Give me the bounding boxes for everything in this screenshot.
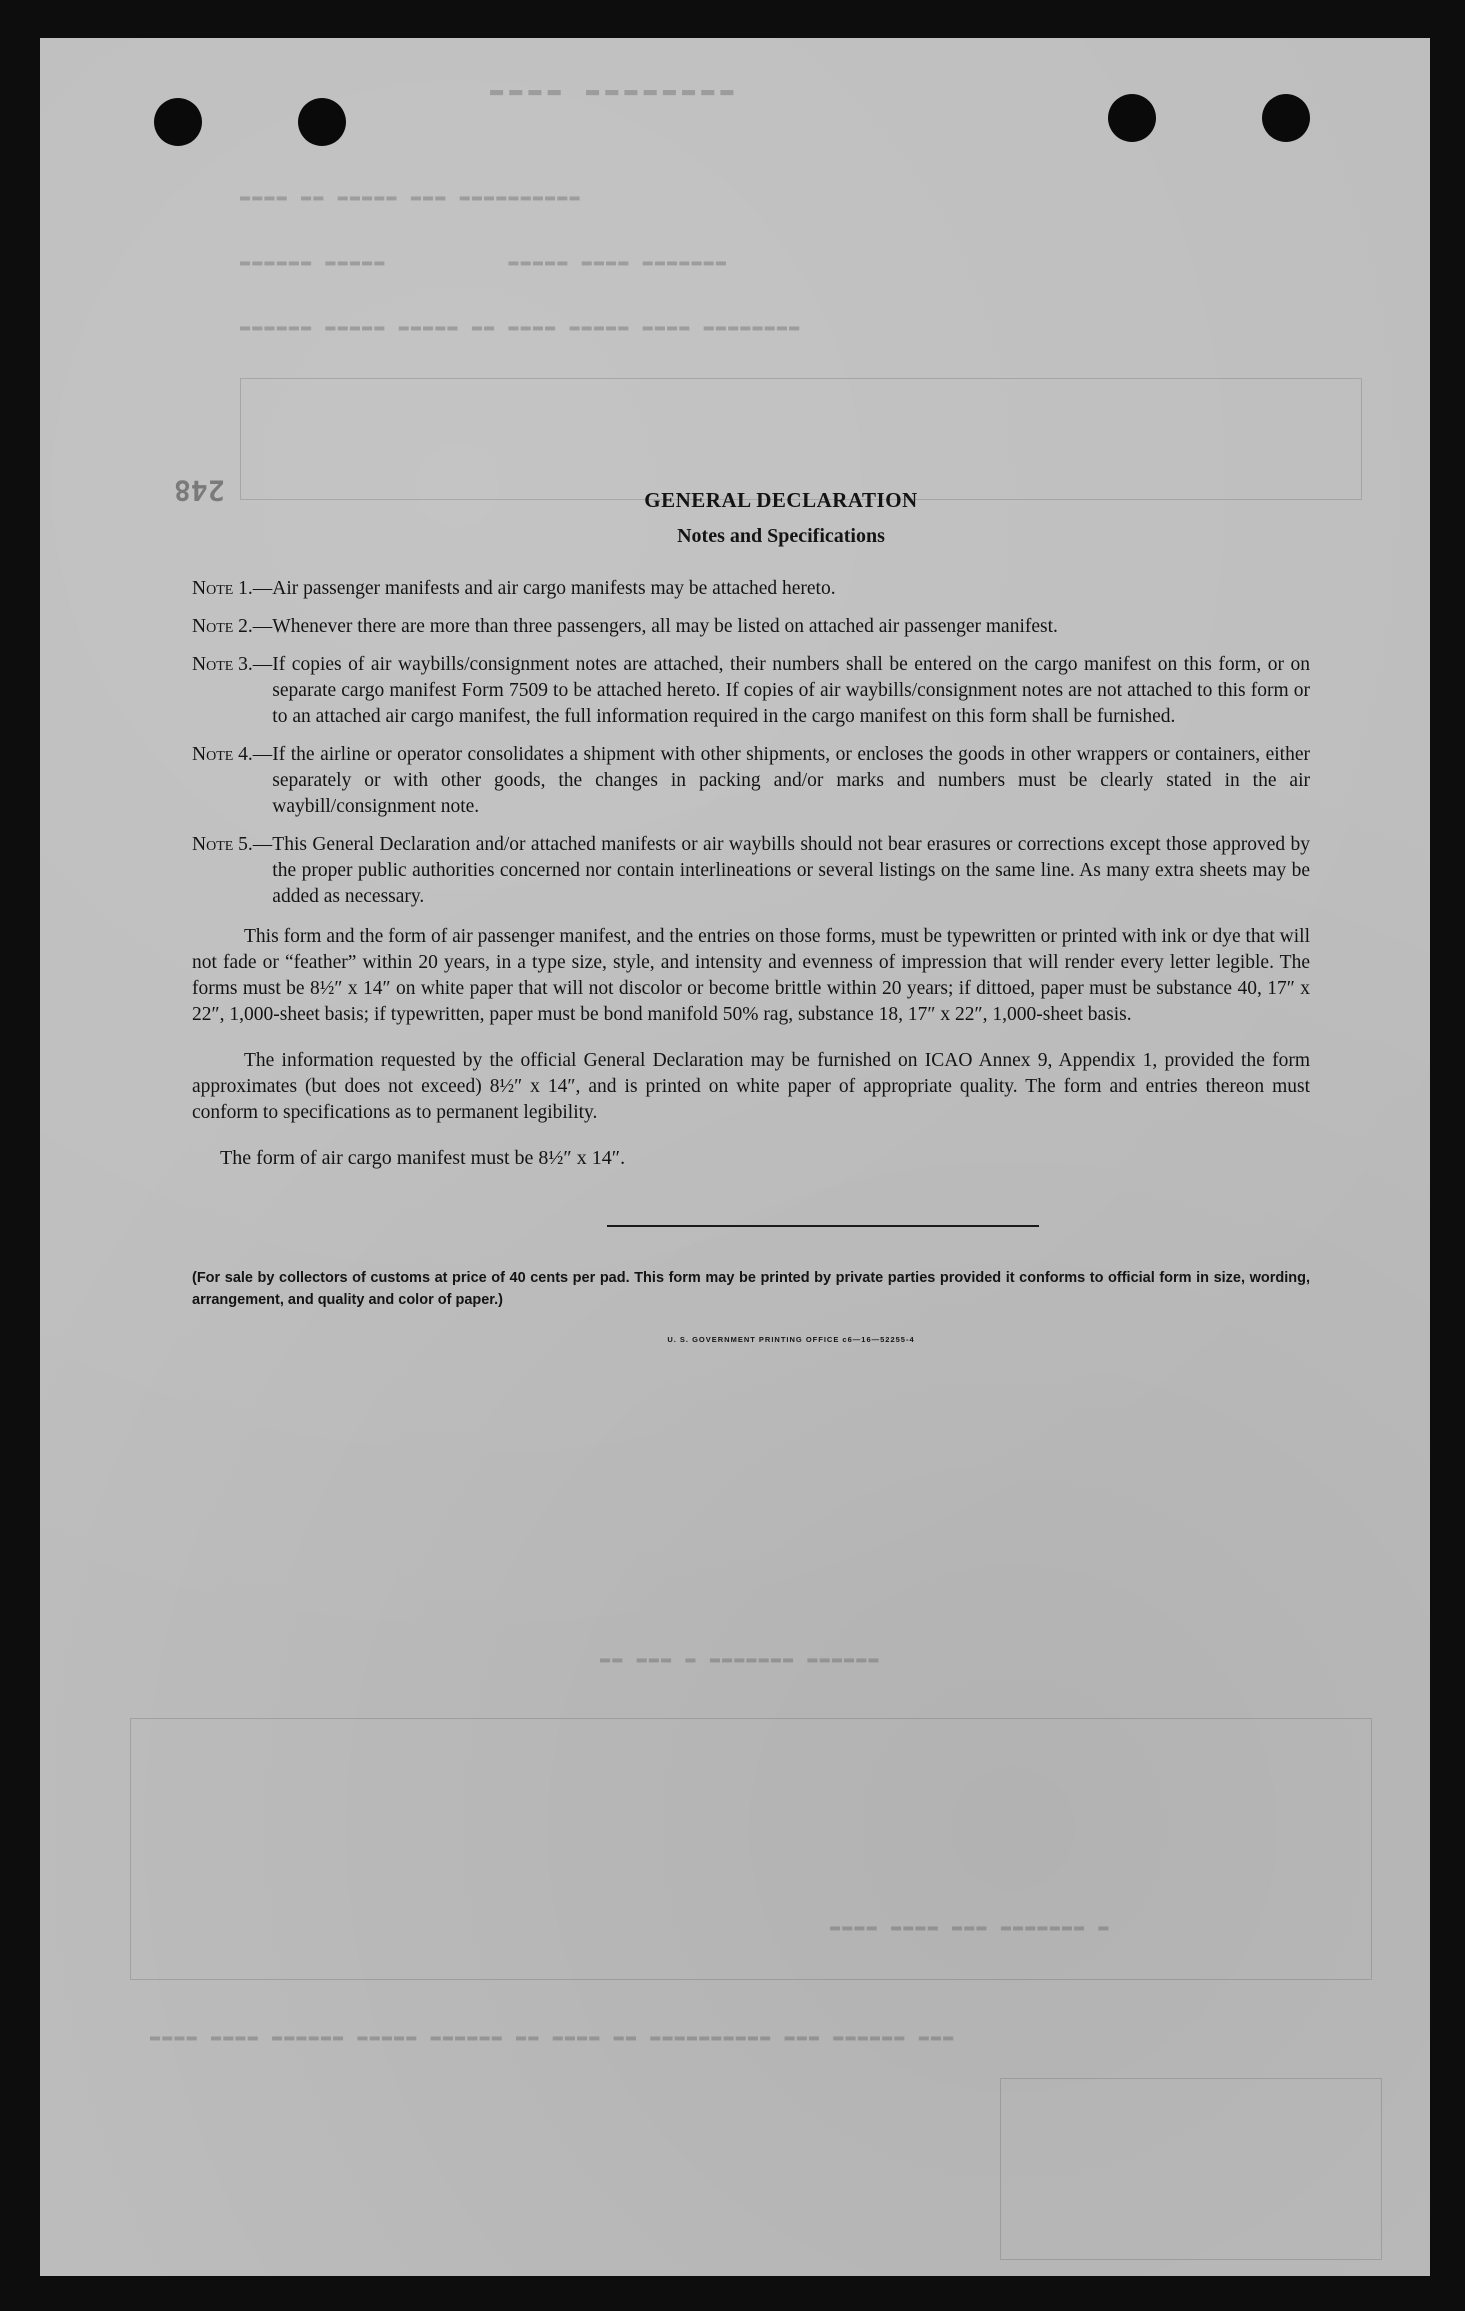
note-3 bbox=[192, 652, 1310, 730]
note-label: Note 2.— bbox=[192, 616, 273, 637]
bleed-through-table bbox=[1000, 2078, 1382, 2260]
bleed-through-table bbox=[130, 1718, 1372, 1980]
note-text: If the airline or operator consolidates a shipment with other shipments, or encloses the goods in other wrappers or containers, either separately or with other goods, the changes in packing and/or marks and numbers must be clearly stated in the air waybill/consignment note. bbox=[272, 744, 1310, 817]
note-text: If copies of air waybills/consignment notes are attached, their numbers shall be entered on the cargo manifest on this form, or on separate cargo manifest Form 7509 to be attached hereto. If copies of air waybills/consignment notes are not attached to this form or to an attached air cargo manifest, the full information required in the cargo manifest on this form shall be furnished. bbox=[272, 654, 1310, 727]
note-label: Note 1.— bbox=[192, 578, 273, 599]
punch-hole bbox=[1108, 94, 1156, 142]
note-1 bbox=[192, 576, 1310, 602]
bleed-through-text: ▬▬ ▬▬▬ ▬ ▬▬▬▬▬▬▬ ▬▬▬▬▬▬ bbox=[600, 1650, 881, 1669]
note-text: Whenever there are more than three passengers, all may be listed on attached air passenger manifest. bbox=[272, 616, 1058, 637]
document-body bbox=[192, 488, 1310, 1344]
printing-office-imprint: U. S. GOVERNMENT PRINTING OFFICE c6—16—52255-4 bbox=[667, 1335, 915, 1344]
note-2 bbox=[192, 614, 1310, 640]
note-text: This General Declaration and/or attached manifests or air waybills should not bear erasures or corrections except those approved by the proper public authorities concerned nor contain interlineations or several listings on the same line. As many extra sheets may be added as necessary. bbox=[272, 834, 1310, 907]
divider-rule bbox=[607, 1225, 1039, 1227]
bleed-through-text: ▬▬▬▬ ▬▬▬▬ ▬▬▬ ▬▬▬▬▬▬▬ ▬ bbox=[830, 1918, 1111, 1937]
paragraph-legibility: This form and the form of air passenger manifest, and the entries on those forms, must be typewritten or printed with ink or dye that will not fade or “feather” within 20 years, in a type size, style, and intensity and evenness of impression that will render every letter legible. The forms must be 8½″ x 14″ on white paper that will not discolor or become brittle within 20 years; if dittoed, paper must be substance 40, 17″ x 22″, 1,000-sheet basis; if typewritten, paper must be bond manifold 50% rag, substance 18, 17″ x 22″, 1,000-sheet basis. bbox=[192, 926, 1310, 1025]
page-title: GENERAL DECLARATION bbox=[644, 488, 918, 512]
bleed-through-text: ▬▬▬▬ ▬▬▬▬ ▬▬▬▬▬▬ ▬▬▬▬▬ ▬▬▬▬▬▬ ▬▬ ▬▬▬▬ ▬▬ ▬▬▬▬▬▬▬▬▬▬ ▬▬▬ ▬▬▬▬▬▬ ▬▬▬ bbox=[150, 2028, 956, 2047]
bleed-through-text: ▬▬▬▬▬▬ ▬▬▬▬▬ ▬▬▬▬▬ ▬▬ ▬▬▬▬ ▬▬▬▬▬ ▬▬▬▬ ▬▬▬▬▬▬▬▬ bbox=[240, 318, 802, 337]
paragraph-cargo-size: The form of air cargo manifest must be 8½″ x 14″. bbox=[220, 1147, 626, 1169]
punch-hole bbox=[298, 98, 346, 146]
bleed-through-text: ▬▬▬▬ ▬▬ ▬▬▬▬▬ ▬▬▬ ▬▬▬▬▬▬▬▬▬▬ bbox=[240, 188, 582, 207]
bleed-through-table bbox=[240, 378, 1362, 500]
note-label: Note 3.— bbox=[192, 654, 273, 675]
handwritten-number: 248 bbox=[174, 474, 225, 507]
page-subtitle: Notes and Specifications bbox=[677, 525, 885, 547]
bleed-through-text: ▬▬▬▬ ▬▬▬▬▬▬▬▬ bbox=[490, 78, 740, 103]
note-label: Note 5.— bbox=[192, 834, 273, 855]
note-5 bbox=[192, 832, 1310, 910]
sale-notice: (For sale by collectors of customs at price of 40 cents per pad. This form may be printed by private parties provided it conforms to official form in size, wording, arrangement, and quality and color of paper.) bbox=[192, 1270, 1310, 1308]
note-4 bbox=[192, 742, 1310, 820]
bleed-through-text: ▬▬▬▬▬▬ ▬▬▬▬▬ ▬▬▬▬▬ ▬▬▬▬ ▬▬▬▬▬▬▬ bbox=[240, 253, 729, 272]
document-sheet bbox=[40, 38, 1430, 2276]
paragraph-icao: The information requested by the official General Declaration may be furnished on ICAO Annex 9, Appendix 1, provided the form approximates (but does not exceed) 8½″ x 14″, and is printed on white paper of appropriate quality. The form and entries thereon must conform to specifications as to permanent legibility. bbox=[192, 1049, 1310, 1123]
punch-hole bbox=[1262, 94, 1310, 142]
note-label: Note 4.— bbox=[192, 744, 273, 765]
note-text: Air passenger manifests and air cargo manifests may be attached hereto. bbox=[272, 578, 836, 599]
punch-hole bbox=[154, 98, 202, 146]
